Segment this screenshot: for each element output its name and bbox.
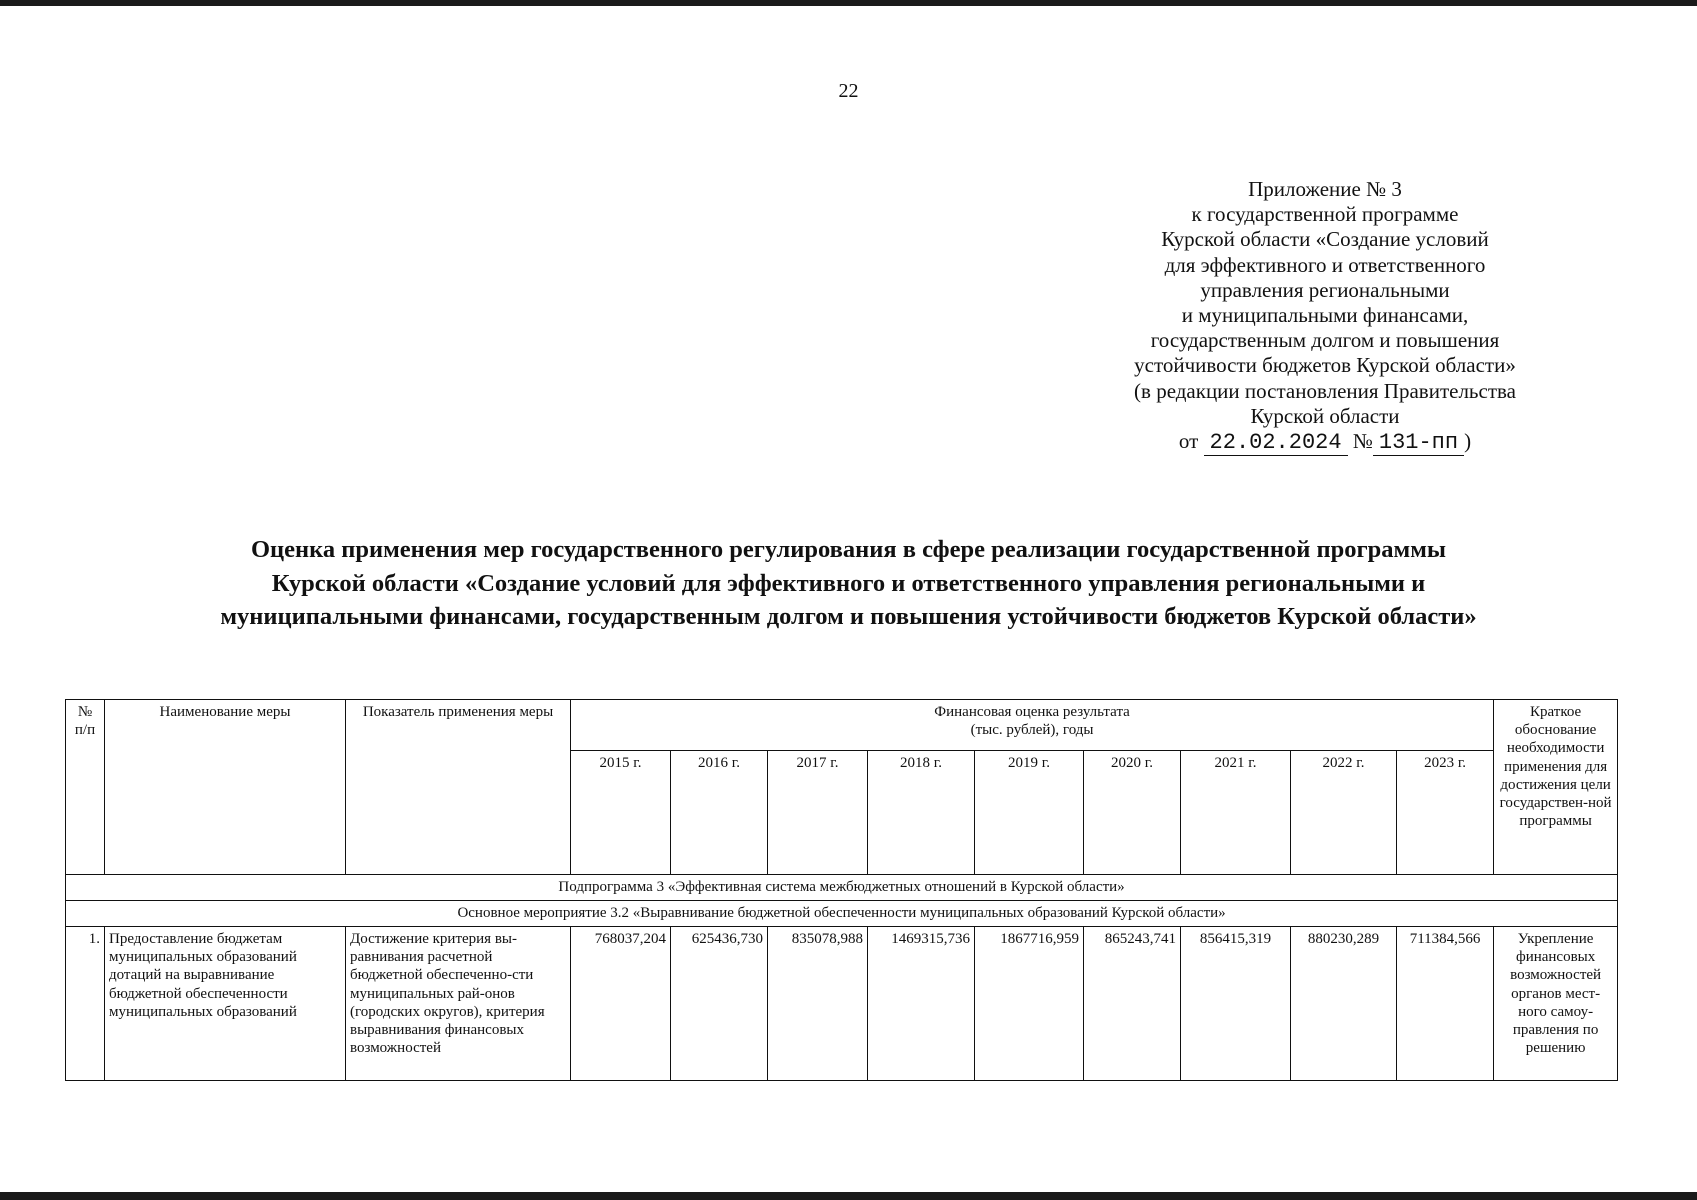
row-value: 835078,988	[768, 927, 868, 1081]
appendix-line: управления региональными	[1200, 277, 1450, 302]
main-activity-row: Основное мероприятие 3.2 «Выравнивание бюджетной обеспеченности муниципальных образований Курской области»	[66, 901, 1618, 927]
row-value: 711384,566	[1397, 927, 1494, 1081]
header-financial-line: (тыс. рублей), годы	[970, 722, 1094, 739]
header-year: 2019 г.	[975, 751, 1084, 875]
header-year: 2022 г.	[1291, 751, 1397, 875]
page-number: 22	[838, 80, 859, 102]
row-value: 625436,730	[671, 927, 768, 1081]
date-prefix: от	[1178, 429, 1199, 454]
header-year: 2017 г.	[768, 751, 868, 875]
title-line: Оценка применения мер государственного регулирования в сфере реализации государственной программы	[250, 536, 1447, 563]
appendix-block	[1085, 177, 1565, 455]
row-value: 856415,319	[1181, 927, 1291, 1081]
appendix-line: Приложение № 3	[1248, 177, 1402, 201]
header-financial-group	[571, 700, 1494, 751]
header-year: 2020 г.	[1084, 751, 1181, 875]
measures-table	[65, 699, 1618, 1081]
document-title	[60, 533, 1637, 634]
decree-number: 131-пп	[1373, 430, 1464, 456]
title-line: Курской области «Создание условий для эффективного и ответственного управления региональными и	[271, 569, 1426, 597]
header-year: 2016 г.	[671, 751, 768, 875]
row-value: 865243,741	[1084, 927, 1181, 1081]
appendix-line: Курской области «Создание условий	[1161, 227, 1489, 252]
title-line: муниципальными финансами, государственным долгом и повышения устойчивости бюджетов Курской области»	[220, 603, 1477, 630]
decree-date: 22.02.2024	[1204, 430, 1348, 456]
appendix-line: (в редакции постановления Правительства	[1134, 378, 1516, 403]
row-value: 1867716,959	[975, 927, 1084, 1081]
appendix-line: и муниципальными финансами,	[1181, 303, 1469, 328]
scan-border-bottom	[0, 1192, 1697, 1200]
appendix-line: для эффективного и ответственного	[1164, 252, 1486, 277]
header-year: 2023 г.	[1397, 751, 1494, 875]
number-prefix: №	[1352, 429, 1373, 454]
row-num: 1.	[66, 927, 105, 1081]
header-year: 2021 г.	[1181, 751, 1291, 875]
subprogram-row: Подпрограмма 3 «Эффективная система межбюджетных отношений в Курской области»	[66, 875, 1618, 901]
header-measure-name: Наименование меры	[105, 700, 346, 875]
header-year: 2018 г.	[868, 751, 975, 875]
closing-paren: )	[1464, 429, 1472, 454]
scan-border-top	[0, 0, 1697, 6]
header-justification: Краткое обоснование необходимости применения для достижения цели государствен-ной программы	[1494, 700, 1618, 875]
appendix-line: устойчивости бюджетов Курской области»	[1134, 353, 1516, 378]
header-year: 2015 г.	[571, 751, 671, 875]
decree-reference	[1085, 429, 1565, 455]
row-value: 1469315,736	[868, 927, 975, 1081]
row-value: 880230,289	[1291, 927, 1397, 1081]
appendix-line: Курской области	[1250, 403, 1400, 428]
row-value: 768037,204	[571, 927, 671, 1081]
row-justification: Укрепление финансовых возможностей органов мест-ного самоу-правления по решению	[1494, 927, 1618, 1081]
header-num: № п/п	[66, 700, 105, 875]
row-measure-name: Предоставление бюджетам муниципальных образований дотаций на выравнивание бюджетной обеспеченности муниципальных образований	[105, 927, 346, 1081]
header-indicator: Показатель применения меры	[346, 700, 571, 875]
row-indicator: Достижение критерия вы-равнивания расчетной бюджетной обеспеченно-сти муниципальных рай-онов (городских округов), критерия выравнивания финансовых возможностей	[346, 927, 571, 1081]
header-financial-line: Финансовая оценка результата	[934, 704, 1130, 720]
appendix-line: государственным долгом и повышения	[1150, 328, 1500, 353]
appendix-line: к государственной программе	[1191, 202, 1459, 227]
